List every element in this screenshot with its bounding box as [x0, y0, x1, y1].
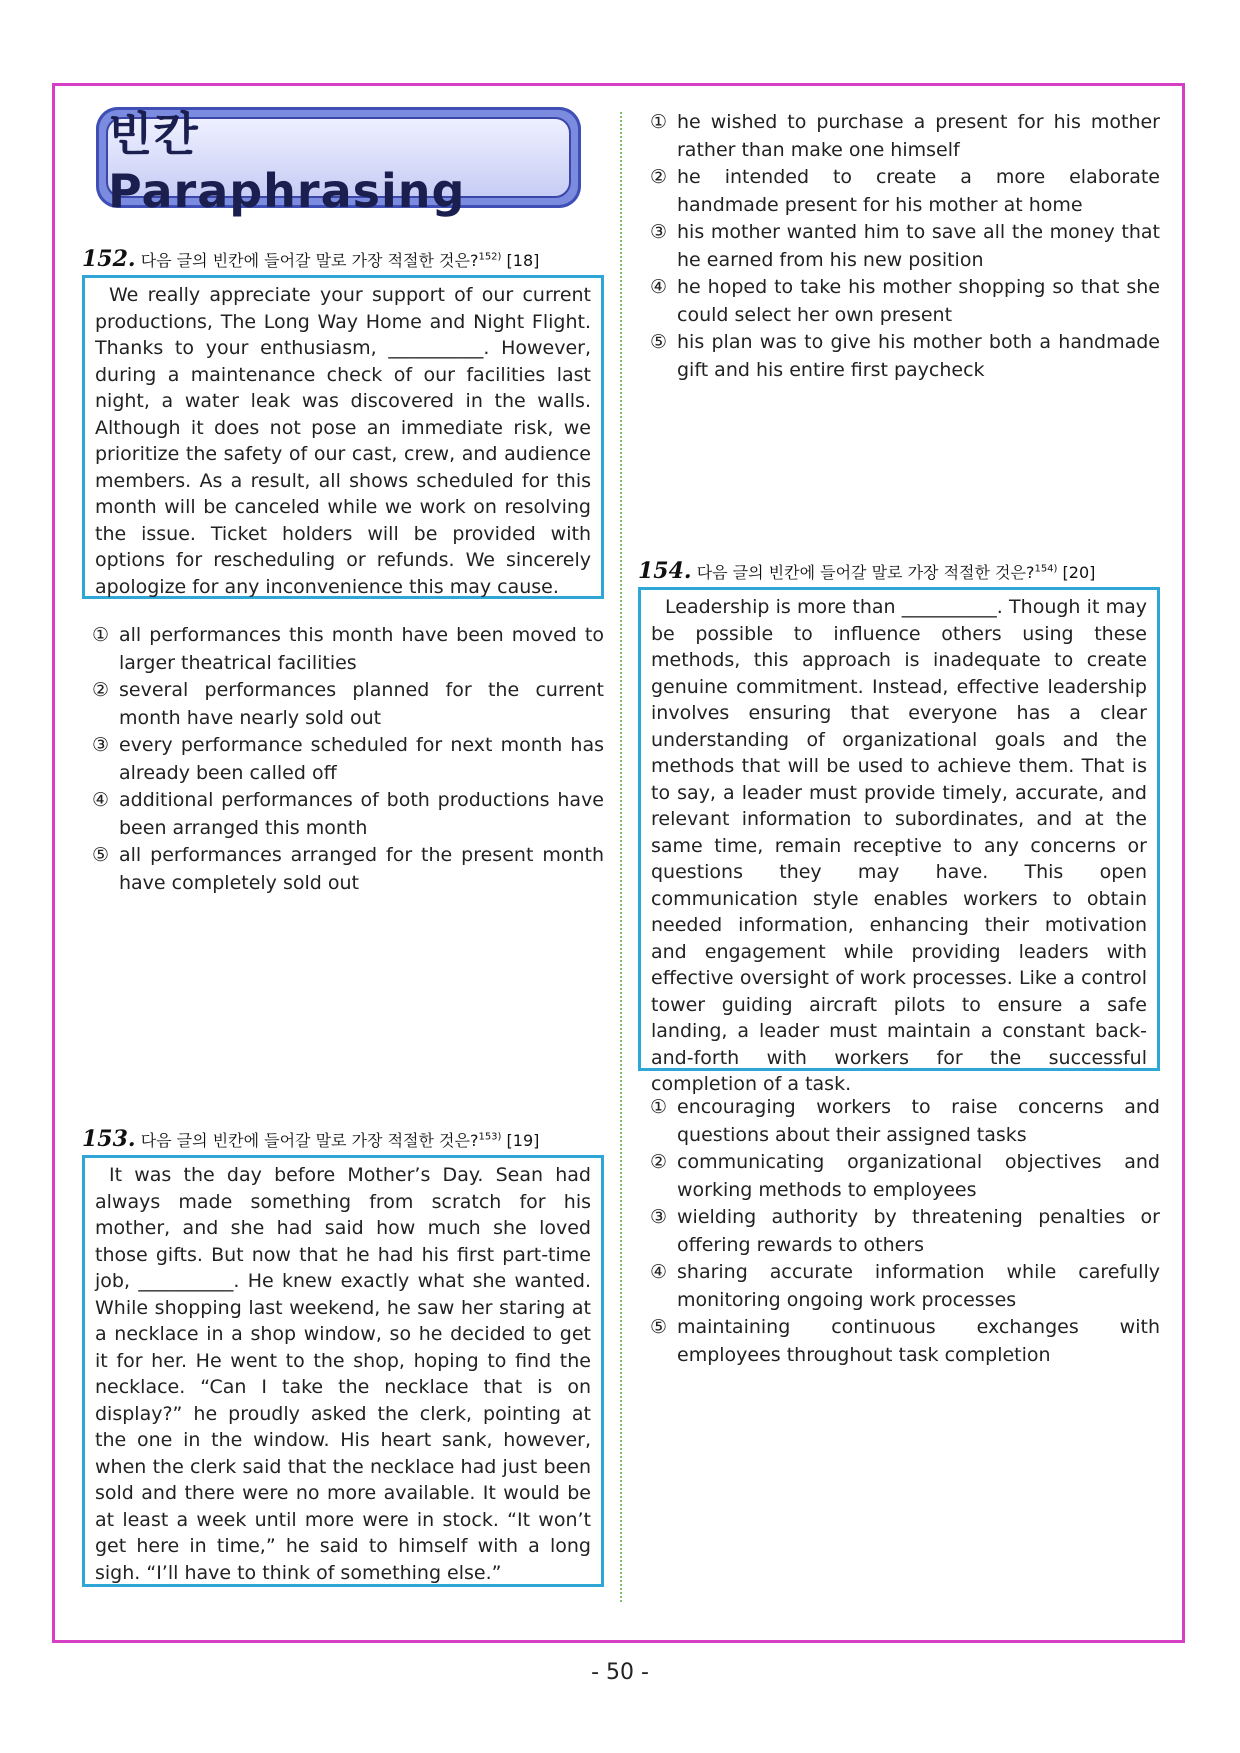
page-title: 빈칸 Paraphrasing — [108, 106, 466, 218]
q152-tag: [18] — [506, 251, 540, 270]
q154-choice-3[interactable]: ③ wielding authority by threatening penalties or offering rewards to others — [650, 1206, 1160, 1256]
q152-passage: We really appreciate your support of our current productions, The Long Way Home and Night Flight. Thanks to your enthusiasm, __________. However, during a maintenance check of our facilities last night, a water leak was discovered in the walls. Although it does not pose an immediate risk, we prioritize the safety of our cast, crew, and audience members. As a result, all shows scheduled for this month will be canceled while we work on resolving the issue. Ticket holders will be provided with options for rescheduling or refunds. We sincerely apologize for any inconvenience this may cause. — [95, 284, 591, 598]
q154-header — [638, 558, 1095, 584]
q152-choices — [92, 622, 604, 897]
q153-passage: It was the day before Mother’s Day. Sean had always made something from scratch for his mother, and she had said how much she loved those gifts. But now that he had his first part-time job, __________. He knew exactly what she wanted. While shopping last weekend, he saw her staring at a necklace in a shop window, so he decided to get it for her. He went to the shop, hoping to find the necklace. “Can I take the necklace that is on display?” he proudly asked the clerk, pointing at the one in the window. His heart sank, however, when the clerk said that the necklace had just been sold and there were no more available. It would be at least a week until more were in stock. “It won’t get here in time,” he said to himself with a long sigh. “I’ll have to think of something else.” — [95, 1164, 591, 1584]
q154-choice-1[interactable]: ① encouraging workers to raise concerns and questions about their assigned tasks — [650, 1096, 1160, 1146]
q152-choice-2[interactable]: ② several performances planned for the current month have nearly sold out — [92, 679, 604, 729]
q154-number: 154. — [638, 558, 692, 584]
q153-choice-3[interactable]: ③ his mother wanted him to save all the money that he earned from his new position — [650, 221, 1160, 271]
q154-tag: [20] — [1062, 563, 1096, 582]
q152-choice-1[interactable]: ① all performances this month have been moved to larger theatrical facilities — [92, 624, 604, 674]
q154-passage: Leadership is more than __________. Though it may be possible to influence others using these methods, this approach is inadequate to create genuine commitment. Instead, effective leadership involves ensuring that everyone has a clear understanding of organizational goals and the methods that will be used to achieve them. That is to say, a leader must provide timely, accurate, and relevant information to subordinates, and at the same time, remain receptive to any concerns or questions they may have. This open communication style enables workers to obtain needed information, enhancing their motivation and engagement while providing leaders with effective oversight of work processes. Like a control tower guiding aircraft pilots to ensure a safe landing, a leader must maintain a constant back-and-forth with workers for the successful completion of a task. — [651, 596, 1147, 1095]
q152-instruction: 다음 글의 빈칸에 들어갈 말로 가장 적절한 것은? — [140, 251, 479, 270]
q154-choice-4[interactable]: ④ sharing accurate information while carefully monitoring ongoing work processes — [650, 1261, 1160, 1311]
q152-header — [82, 246, 539, 272]
q152-footnote: 152) — [478, 251, 502, 263]
q153-choice-4[interactable]: ④ he hoped to take his mother shopping so that she could select her own present — [650, 276, 1160, 326]
q153-tag: [19] — [506, 1131, 540, 1150]
q153-passage-box — [82, 1155, 604, 1587]
q153-choice-2[interactable]: ② he intended to create a more elaborate handmade present for his mother at home — [650, 166, 1160, 216]
q152-choice-5[interactable]: ⑤ all performances arranged for the present month have completely sold out — [92, 844, 604, 894]
q153-footnote: 153) — [478, 1131, 502, 1143]
q153-number: 153. — [82, 1126, 136, 1152]
q153-instruction: 다음 글의 빈칸에 들어갈 말로 가장 적절한 것은? — [140, 1131, 479, 1150]
q153-header — [82, 1126, 539, 1152]
q154-choice-5[interactable]: ⑤ maintaining continuous exchanges with employees throughout task completion — [650, 1316, 1160, 1366]
title-banner — [96, 106, 581, 218]
q154-choice-2[interactable]: ② communicating organizational objectives and working methods to employees — [650, 1151, 1160, 1201]
q152-choice-3[interactable]: ③ every performance scheduled for next month has already been called off — [92, 734, 604, 784]
q153-choice-1[interactable]: ① he wished to purchase a present for his mother rather than make one himself — [650, 111, 1160, 161]
q153-choice-5[interactable]: ⑤ his plan was to give his mother both a handmade gift and his entire first paycheck — [650, 331, 1160, 381]
q154-instruction: 다음 글의 빈칸에 들어갈 말로 가장 적절한 것은? — [696, 563, 1035, 582]
q153-choices — [650, 109, 1160, 384]
q154-footnote: 154) — [1034, 563, 1058, 575]
page-number: - 50 - — [591, 1660, 649, 1685]
q154-passage-box — [638, 587, 1160, 1095]
q152-choice-4[interactable]: ④ additional performances of both productions have been arranged this month — [92, 789, 604, 839]
q154-choices — [650, 1094, 1160, 1369]
q152-passage-box — [82, 275, 604, 599]
column-divider — [620, 112, 622, 1602]
q152-number: 152. — [82, 246, 136, 272]
